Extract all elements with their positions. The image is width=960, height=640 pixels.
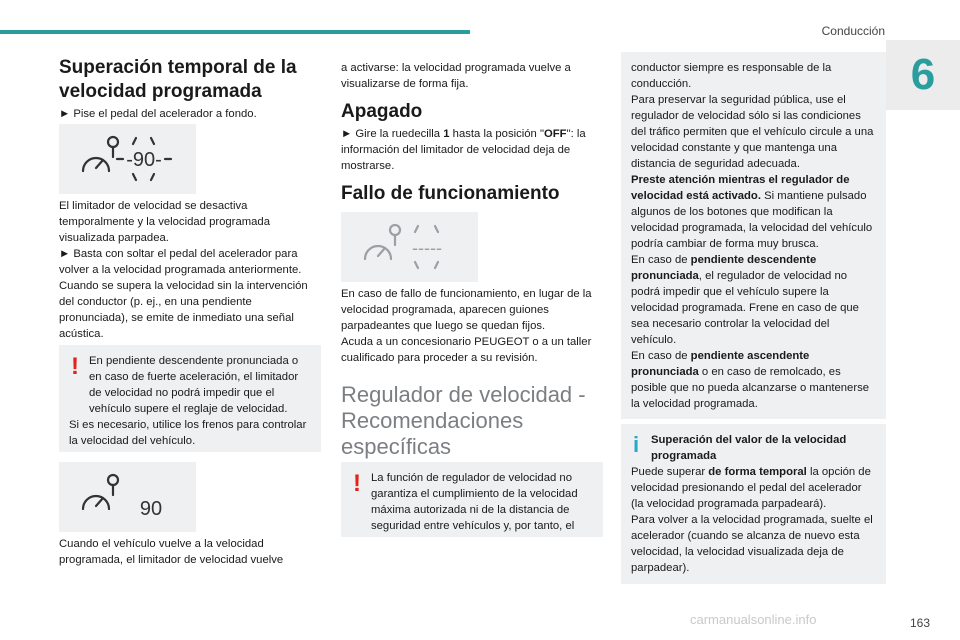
illustration-speed-blinking xyxy=(59,124,196,194)
paragraph-apagado: ► Gire la ruedecilla 1 hasta la posición "OFF": la información del limitador de velocidad deja de mostrarse. xyxy=(341,128,586,172)
illustration-speed-fixed xyxy=(59,462,196,532)
step-pise-pedal: ► Pise el pedal del acelerador a fondo. xyxy=(59,108,257,120)
page-number: 163 xyxy=(909,616,930,630)
header-accent-bar xyxy=(0,30,470,34)
illustration-speed-dashes xyxy=(341,212,478,282)
speedometer-fault-icon xyxy=(355,217,465,277)
heading-fallo: Fallo de funcionamiento xyxy=(341,183,560,204)
speedometer-fixed-icon xyxy=(73,467,183,527)
speed-value-fixed: 90 xyxy=(139,498,162,520)
paragraph-vuelve: Cuando el vehículo vuelve a la velocidad programada, el limitador de velocidad vuelve xyxy=(59,538,284,566)
paragraph-fallo: En caso de fallo de funcionamiento, en lugar de la velocidad programada, aparecen guiones parpadeantes que luego se quedan fijos. Acuda a un concesionario PEUGEOT o a un taller cualificado para proceder a su revisión. xyxy=(341,288,592,364)
warning-icon: ! xyxy=(71,353,79,380)
speed-value-blink: -90- xyxy=(125,149,162,171)
info-icon: i xyxy=(633,432,640,457)
warning-box-continued: conductor siempre es responsable de la conducción. Para preservar la seguridad pública, use el regulador de velocidad sólo si las condiciones del tráfico permiten que el vehículo circule a una velocidad constante y que mantenga una distancia de seguridad adecuada. Preste atención mientras el regulador de velocidad está activado. Si mantiene pulsado algunos de los botones que modifican la velocidad programada, la velocidad del vehículo podría cambiar de forma muy brusca. En caso de pendiente descendente pronunciada, el regulador de velocidad no podrá impedir que el vehículo supere la velocidad programada. Frene en caso de que sea necesario controlar la velocidad del vehículo. En caso de pendiente ascendente pronunciada o en caso de remolcado, es posible que no pueda alcanzarse o mantenerse la velocidad programada. xyxy=(621,52,886,419)
heading-superacion: Superación temporal de la velocidad programada xyxy=(59,57,297,102)
section-title: Conducción xyxy=(821,24,885,38)
paragraph-reactiva: a activarse: la velocidad programada vuelve a visualizarse de forma fija. xyxy=(341,62,571,90)
speed-dashes: ----- xyxy=(411,238,442,258)
chapter-tab: 6 xyxy=(886,40,960,110)
heading-regulador: Regulador de velocidad - Recomendaciones específicas xyxy=(341,382,586,459)
speedometer-blink-icon xyxy=(73,129,183,189)
warning-box-pendiente: ! En pendiente descendente pronunciada o en caso de fuerte aceleración, el limitador de velocidad no podrá impedir que el vehículo supere el reglaje de velocidad. Si es necesario, utilice los frenos para controlar la velocidad del vehículo. xyxy=(59,345,321,452)
paragraph-desactiva: El limitador de velocidad se desactiva temporalmente y la velocidad programada visualizada parpadea. ► Basta con soltar el pedal del acelerador para volver a la velocidad programada anteriormente. Cuando se supera la velocidad sin la intervención del conductor (p. ej., en una pendiente pronunciada), se emite de inmediato una señal acústica. xyxy=(59,200,308,340)
watermark: carmanualsonline.info xyxy=(690,612,817,627)
warning-icon: ! xyxy=(353,470,361,497)
warning-box-regulador: ! La función de regulador de velocidad no garantiza el cumplimiento de la velocidad máxima autorizada ni de la distancia de seguridad entre vehículos y, por tanto, el xyxy=(341,462,603,537)
heading-apagado: Apagado xyxy=(341,101,423,122)
info-box-superacion: i Superación del valor de la velocidad programada Puede superar de forma temporal la opción de velocidad presionando el pedal del acelerador (la velocidad programada parpadeará). Para volver a la velocidad programada, suelte el acelerador (cuando se alcanza de nuevo esta velocidad, la velocidad visualizada deja de parpadear). xyxy=(621,424,886,584)
